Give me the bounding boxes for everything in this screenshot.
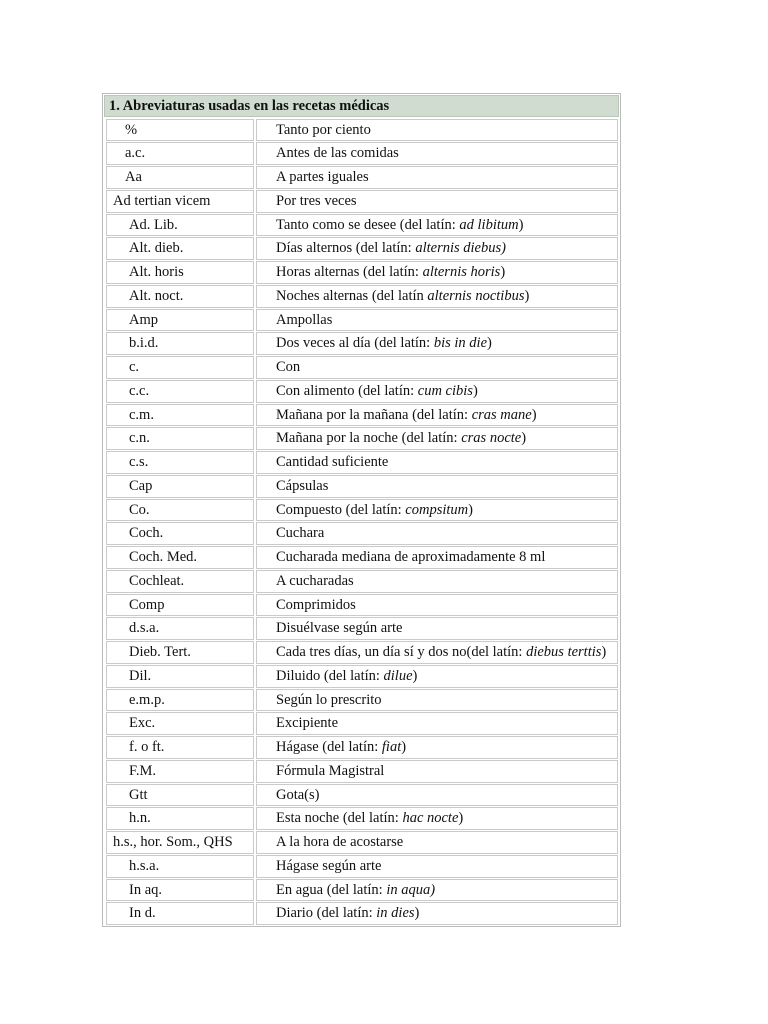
abbreviation-cell: d.s.a. <box>106 617 254 640</box>
latin-term: compsitum <box>405 501 469 518</box>
meaning-cell <box>256 142 618 165</box>
abbreviation-cell: h.n. <box>106 807 254 830</box>
meaning-cell <box>256 427 618 450</box>
meaning-text: Fórmula Magistral <box>276 762 385 779</box>
latin-term: cum cibis <box>417 382 473 399</box>
meaning-text: Gota(s) <box>276 786 320 803</box>
meaning-cell <box>256 214 618 237</box>
abbreviation-cell: Cochleat. <box>106 570 254 593</box>
meaning-text: Diario (del latín: <box>276 905 377 922</box>
abbreviation-cell: Coch. <box>106 522 254 545</box>
meaning-text: Según lo prescrito <box>276 691 382 708</box>
abbreviation-cell: c.s. <box>106 451 254 474</box>
closing-text: ) <box>468 501 473 518</box>
table-body <box>103 118 620 926</box>
latin-term: diebus terttis <box>526 644 602 660</box>
meaning-cell <box>256 831 618 854</box>
meaning-text: A cucharadas <box>276 572 354 589</box>
latin-term: alternis noctibus <box>427 287 525 304</box>
latin-term: in aqua) <box>386 881 436 898</box>
meaning-text: Por tres veces <box>276 192 357 209</box>
abbreviation-cell: a.c. <box>106 142 254 165</box>
meaning-text: Hágase (del latín: <box>276 739 382 755</box>
abbreviation-cell: Aa <box>106 166 254 189</box>
abbreviation-cell: c.m. <box>106 404 254 427</box>
meaning-cell <box>256 522 618 545</box>
table-row <box>104 688 619 712</box>
table-row <box>104 166 619 190</box>
meaning-text: Horas alternas (del latín: <box>276 264 423 280</box>
meaning-cell <box>256 594 618 617</box>
table-row <box>104 807 619 831</box>
latin-term: dilue <box>383 667 413 684</box>
meaning-text: Cantidad suficiente <box>276 454 389 470</box>
table-row <box>104 356 619 380</box>
abbreviation-cell: In d. <box>106 902 254 925</box>
abbreviation-cell: Dil. <box>106 665 254 688</box>
table-row <box>104 831 619 855</box>
table-row <box>104 712 619 736</box>
latin-term: hac nocte <box>402 810 459 827</box>
meaning-cell <box>256 475 618 498</box>
latin-term: in dies <box>376 905 415 922</box>
closing-text: ) <box>401 739 407 755</box>
meaning-text: Cucharada mediana de aproximadamente 8 ml <box>276 549 546 565</box>
table-row <box>104 617 619 641</box>
meaning-cell <box>256 784 618 807</box>
table-row <box>104 332 619 356</box>
meaning-cell <box>256 689 618 712</box>
meaning-cell <box>256 499 618 522</box>
table-row <box>104 664 619 688</box>
meaning-text: Cada tres días, un día sí y dos no(del latín: <box>276 644 527 660</box>
abbreviation-cell: e.m.p. <box>106 689 254 712</box>
table-row <box>104 641 619 665</box>
abbreviation-cell: Coch. Med. <box>106 546 254 569</box>
table-row <box>104 213 619 237</box>
table-row <box>104 451 619 475</box>
closing-text: ) <box>472 382 478 399</box>
meaning-cell <box>256 451 618 474</box>
table-row <box>104 878 619 902</box>
table-title: 1. Abreviaturas usadas en las recetas médicas <box>104 95 619 117</box>
table-row <box>104 427 619 451</box>
abbreviation-cell: Cap <box>106 475 254 498</box>
table-row <box>104 593 619 617</box>
closing-text: ) <box>524 287 530 304</box>
abbreviation-cell: Alt. noct. <box>106 285 254 308</box>
table-row <box>104 403 619 427</box>
table-row <box>104 474 619 498</box>
latin-term: cras mane <box>471 406 532 423</box>
meaning-cell <box>256 712 618 735</box>
abbreviation-cell: Gtt <box>106 784 254 807</box>
meaning-text: Disuélvase según arte <box>276 620 403 637</box>
abbreviation-cell: % <box>106 119 254 142</box>
meaning-cell <box>256 404 618 427</box>
meaning-text: Hágase según arte <box>276 857 382 874</box>
abbreviation-cell: f. o ft. <box>106 736 254 759</box>
meaning-text: Con <box>276 359 301 375</box>
meaning-text: Tanto como se desee (del latín: <box>276 216 460 233</box>
latin-term: cras nocte <box>461 430 522 447</box>
meaning-cell <box>256 119 618 142</box>
latin-term: alternis horis <box>422 264 501 280</box>
meaning-text: En agua (del latín: <box>276 881 387 898</box>
meaning-cell <box>256 356 618 379</box>
meaning-text: A partes iguales <box>276 169 369 185</box>
meaning-text: Con alimento (del latín: <box>276 382 418 399</box>
meaning-text: Antes de las comidas <box>276 145 399 162</box>
meaning-text: Comprimidos <box>276 596 356 613</box>
table-row <box>104 261 619 285</box>
meaning-cell <box>256 309 618 332</box>
table-row <box>104 759 619 783</box>
meaning-cell <box>256 641 618 664</box>
closing-text: ) <box>414 905 420 922</box>
closing-text: ) <box>487 335 492 352</box>
table-row <box>104 118 619 142</box>
closing-text: ) <box>518 216 524 233</box>
abbreviation-cell: c. <box>106 356 254 379</box>
meaning-cell <box>256 285 618 308</box>
table-row <box>104 498 619 522</box>
abbreviation-cell: c.n. <box>106 427 254 450</box>
meaning-cell <box>256 855 618 878</box>
abbreviation-cell: Comp <box>106 594 254 617</box>
meaning-cell <box>256 570 618 593</box>
abbreviation-cell: Alt. dieb. <box>106 237 254 260</box>
closing-text: ) <box>601 644 607 660</box>
meaning-cell <box>256 546 618 569</box>
meaning-text: Mañana por la noche (del latín: <box>276 430 462 447</box>
latin-term: fiat <box>381 739 402 755</box>
abbreviation-cell: F.M. <box>106 760 254 783</box>
meaning-text: Cuchara <box>276 525 325 542</box>
meaning-text: Tanto por ciento <box>276 121 371 138</box>
meaning-text: Esta noche (del latín: <box>276 810 403 827</box>
closing-text: ) <box>412 667 418 684</box>
table-row <box>104 237 619 261</box>
latin-term: bis in die <box>433 335 488 352</box>
table-row <box>104 546 619 570</box>
abbreviation-cell: Amp <box>106 309 254 332</box>
meaning-cell <box>256 166 618 189</box>
table-row <box>104 902 619 926</box>
meaning-cell <box>256 665 618 688</box>
meaning-cell <box>256 617 618 640</box>
abbreviation-cell: Alt. horis <box>106 261 254 284</box>
table-row <box>104 142 619 166</box>
meaning-cell <box>256 879 618 902</box>
abbreviation-cell: c.c. <box>106 380 254 403</box>
abbreviation-cell: In aq. <box>106 879 254 902</box>
meaning-text: Cápsulas <box>276 477 329 494</box>
meaning-text: Dos veces al día (del latín: <box>276 335 434 352</box>
abbreviation-cell: h.s., hor. Som., QHS <box>106 831 254 854</box>
abbreviation-cell: h.s.a. <box>106 855 254 878</box>
closing-text: ) <box>531 406 537 423</box>
abbreviations-table <box>102 93 621 927</box>
meaning-text: Diluido (del latín: <box>276 667 384 684</box>
table-row <box>104 522 619 546</box>
table-row <box>104 189 619 213</box>
abbreviation-cell: b.i.d. <box>106 332 254 355</box>
abbreviation-cell: Ad tertian vicem <box>106 190 254 213</box>
meaning-text: Días alternos (del latín: <box>276 240 416 257</box>
closing-text: ) <box>521 430 527 447</box>
meaning-cell <box>256 807 618 830</box>
meaning-text: A la hora de acostarse <box>276 834 404 850</box>
abbreviation-cell: Ad. Lib. <box>106 214 254 237</box>
meaning-cell <box>256 902 618 925</box>
abbreviation-cell: Dieb. Tert. <box>106 641 254 664</box>
table-row <box>104 569 619 593</box>
abbreviation-cell: Co. <box>106 499 254 522</box>
meaning-cell <box>256 332 618 355</box>
meaning-cell <box>256 760 618 783</box>
meaning-text: Noches alternas (del latín <box>276 287 428 304</box>
abbreviation-cell: Exc. <box>106 712 254 735</box>
meaning-text: Mañana por la mañana (del latín: <box>276 406 472 423</box>
closing-text: ) <box>500 264 506 280</box>
table-row <box>104 308 619 332</box>
meaning-text: Ampollas <box>276 311 333 328</box>
table-row <box>104 379 619 403</box>
closing-text: ) <box>458 810 464 827</box>
table-row <box>104 783 619 807</box>
meaning-cell <box>256 190 618 213</box>
meaning-text: Excipiente <box>276 715 339 732</box>
meaning-text: Compuesto (del latín: <box>276 501 406 518</box>
latin-term: alternis diebus) <box>415 240 506 257</box>
table-row <box>104 284 619 308</box>
table-row <box>104 736 619 760</box>
latin-term: ad libitum <box>459 216 519 233</box>
table-row <box>104 854 619 878</box>
meaning-cell <box>256 261 618 284</box>
meaning-cell <box>256 237 618 260</box>
meaning-cell <box>256 736 618 759</box>
meaning-cell <box>256 380 618 403</box>
